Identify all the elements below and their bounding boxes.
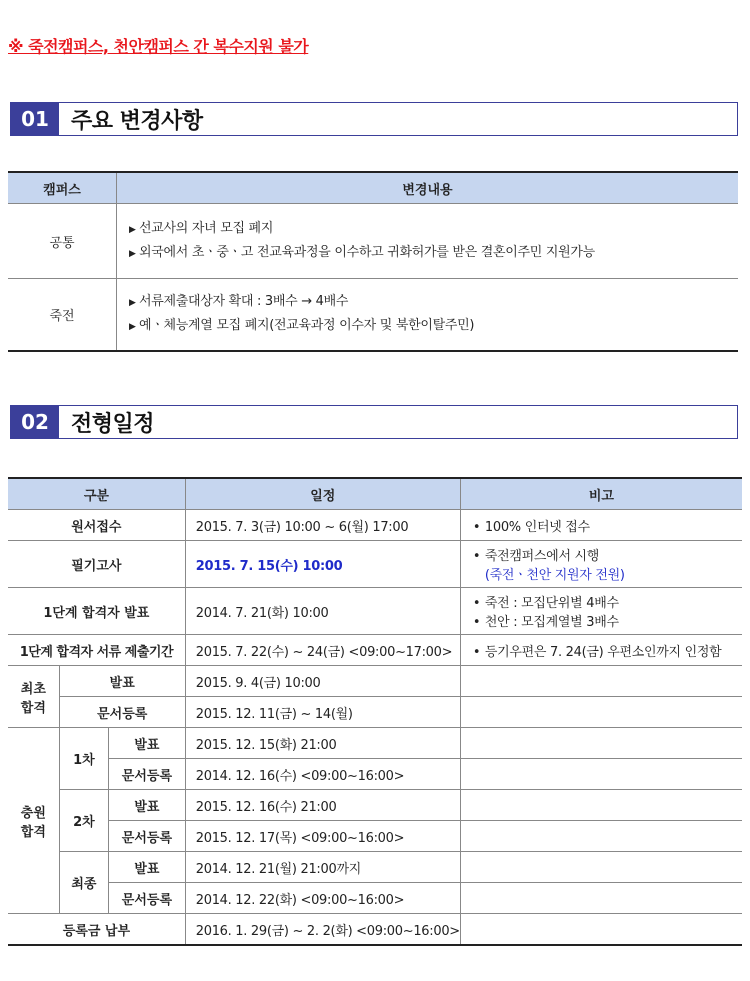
header-campus: 캠퍼스 bbox=[8, 172, 117, 204]
row-label: 발표 bbox=[109, 790, 186, 821]
note-cell bbox=[460, 635, 742, 666]
note-text: 죽전캠퍼스에서 시행 bbox=[484, 549, 600, 564]
table-row bbox=[8, 790, 742, 821]
list-item: 외국에서 초ㆍ중ㆍ고 전교육과정을 이수하고 귀화허가를 받은 결혼이주민 지원가능 bbox=[139, 245, 595, 260]
changes-table bbox=[8, 171, 738, 352]
note-cell bbox=[460, 697, 742, 728]
row-label: 문서등록 bbox=[59, 697, 185, 728]
date-cell: 2015. 12. 17(목) <09:00~16:00> bbox=[185, 821, 460, 852]
section-number: 01 bbox=[11, 103, 59, 135]
note-text: 등기우편은 7. 24(금) 우편소인까지 인정함 bbox=[484, 644, 722, 660]
date-cell: 2015. 7. 22(수) ~ 24(금) <09:00~17:00> bbox=[185, 635, 460, 666]
note-cell bbox=[460, 914, 742, 946]
campus-cell: 공통 bbox=[8, 204, 117, 279]
row-label: 원서접수 bbox=[8, 510, 185, 541]
content-cell bbox=[117, 204, 739, 279]
group-label: 최초 합격 bbox=[8, 666, 59, 728]
table-row bbox=[8, 510, 742, 541]
header-schedule: 일정 bbox=[185, 478, 460, 510]
section-number: 02 bbox=[11, 406, 59, 438]
note-text: (죽전ㆍ천안 지원자 전원) bbox=[484, 568, 625, 583]
bullet-icon: • bbox=[472, 644, 481, 660]
note-text: 죽전 : 모집단위별 4배수 bbox=[484, 596, 619, 611]
section-header-changes bbox=[10, 102, 738, 136]
triangle-bullet-icon: ▶ bbox=[129, 322, 136, 333]
row-label: 1단계 합격자 서류 제출기간 bbox=[8, 635, 185, 666]
header-category: 구분 bbox=[8, 478, 185, 510]
note-cell bbox=[460, 852, 742, 883]
date-cell: 2015. 12. 15(화) 21:00 bbox=[185, 728, 460, 759]
bullet-icon: • bbox=[472, 519, 481, 535]
table-row bbox=[8, 914, 742, 946]
table-row bbox=[8, 821, 742, 852]
date-cell: 2014. 12. 22(화) <09:00~16:00> bbox=[185, 883, 460, 914]
row-label: 문서등록 bbox=[109, 821, 186, 852]
note-cell bbox=[460, 883, 742, 914]
triangle-bullet-icon: ▶ bbox=[129, 298, 136, 309]
note-cell bbox=[460, 821, 742, 852]
note-cell bbox=[460, 588, 742, 635]
header-content: 변경내용 bbox=[117, 172, 739, 204]
triangle-bullet-icon: ▶ bbox=[129, 249, 136, 259]
table-row bbox=[8, 759, 742, 790]
bullet-icon: • bbox=[472, 615, 481, 630]
list-item: 서류제출대상자 확대 : 3배수 → 4배수 bbox=[139, 294, 349, 310]
date-cell: 2014. 12. 16(수) <09:00~16:00> bbox=[185, 759, 460, 790]
date-cell: 2014. 12. 21(월) 21:00까지 bbox=[185, 852, 460, 883]
group-label: 충원 합격 bbox=[8, 728, 59, 914]
row-label: 등록금 납부 bbox=[8, 914, 185, 946]
table-row bbox=[8, 728, 742, 759]
note-text: 100% 인터넷 접수 bbox=[484, 519, 590, 535]
campus-cell: 죽전 bbox=[8, 279, 117, 351]
table-row bbox=[8, 541, 742, 588]
round-label: 최종 bbox=[59, 852, 108, 914]
section-title: 주요 변경사항 bbox=[71, 108, 203, 134]
list-item: 예ㆍ체능계열 모집 폐지(전교육과정 이수자 및 북한이탈주민) bbox=[139, 318, 475, 334]
row-label: 문서등록 bbox=[109, 883, 186, 914]
header-remarks: 비고 bbox=[460, 478, 742, 510]
date-cell: 2014. 7. 21(화) 10:00 bbox=[185, 588, 460, 635]
table-row bbox=[8, 279, 738, 351]
date-cell: 2015. 12. 16(수) 21:00 bbox=[185, 790, 460, 821]
row-label: 1단계 합격자 발표 bbox=[8, 588, 185, 635]
note-text: 천안 : 모집계열별 3배수 bbox=[484, 615, 619, 630]
table-row bbox=[8, 204, 738, 279]
row-label: 문서등록 bbox=[109, 759, 186, 790]
table-row bbox=[8, 883, 742, 914]
row-label: 발표 bbox=[109, 728, 186, 759]
round-label: 1차 bbox=[59, 728, 108, 790]
section-title: 전형일정 bbox=[71, 411, 155, 437]
bullet-icon: • bbox=[472, 549, 481, 564]
note-cell bbox=[460, 541, 742, 588]
table-row bbox=[8, 588, 742, 635]
schedule-table bbox=[8, 477, 742, 946]
row-label: 발표 bbox=[59, 666, 185, 697]
row-label: 필기고사 bbox=[8, 541, 185, 588]
note-cell bbox=[460, 790, 742, 821]
date-cell: 2016. 1. 29(금) ~ 2. 2(화) <09:00~16:00> bbox=[185, 914, 460, 946]
date-cell: 2015. 7. 15(수) 10:00 bbox=[185, 541, 460, 588]
note-cell bbox=[460, 759, 742, 790]
table-row bbox=[8, 635, 742, 666]
note-cell bbox=[460, 510, 742, 541]
content-cell bbox=[117, 279, 739, 351]
note-cell bbox=[460, 666, 742, 697]
list-item: 선교사의 자녀 모집 폐지 bbox=[139, 221, 274, 236]
date-cell: 2015. 9. 4(금) 10:00 bbox=[185, 666, 460, 697]
round-label: 2차 bbox=[59, 790, 108, 852]
date-cell: 2015. 12. 11(금) ~ 14(월) bbox=[185, 697, 460, 728]
notice-text: ※ 죽전캠퍼스, 천안캠퍼스 간 복수지원 불가 bbox=[8, 37, 309, 56]
table-row bbox=[8, 697, 742, 728]
row-label: 발표 bbox=[109, 852, 186, 883]
section-header-schedule bbox=[10, 405, 738, 439]
bullet-icon: • bbox=[472, 596, 481, 611]
date-cell: 2015. 7. 3(금) 10:00 ~ 6(월) 17:00 bbox=[185, 510, 460, 541]
note-cell bbox=[460, 728, 742, 759]
table-row bbox=[8, 666, 742, 697]
table-row bbox=[8, 852, 742, 883]
triangle-bullet-icon: ▶ bbox=[129, 225, 136, 235]
